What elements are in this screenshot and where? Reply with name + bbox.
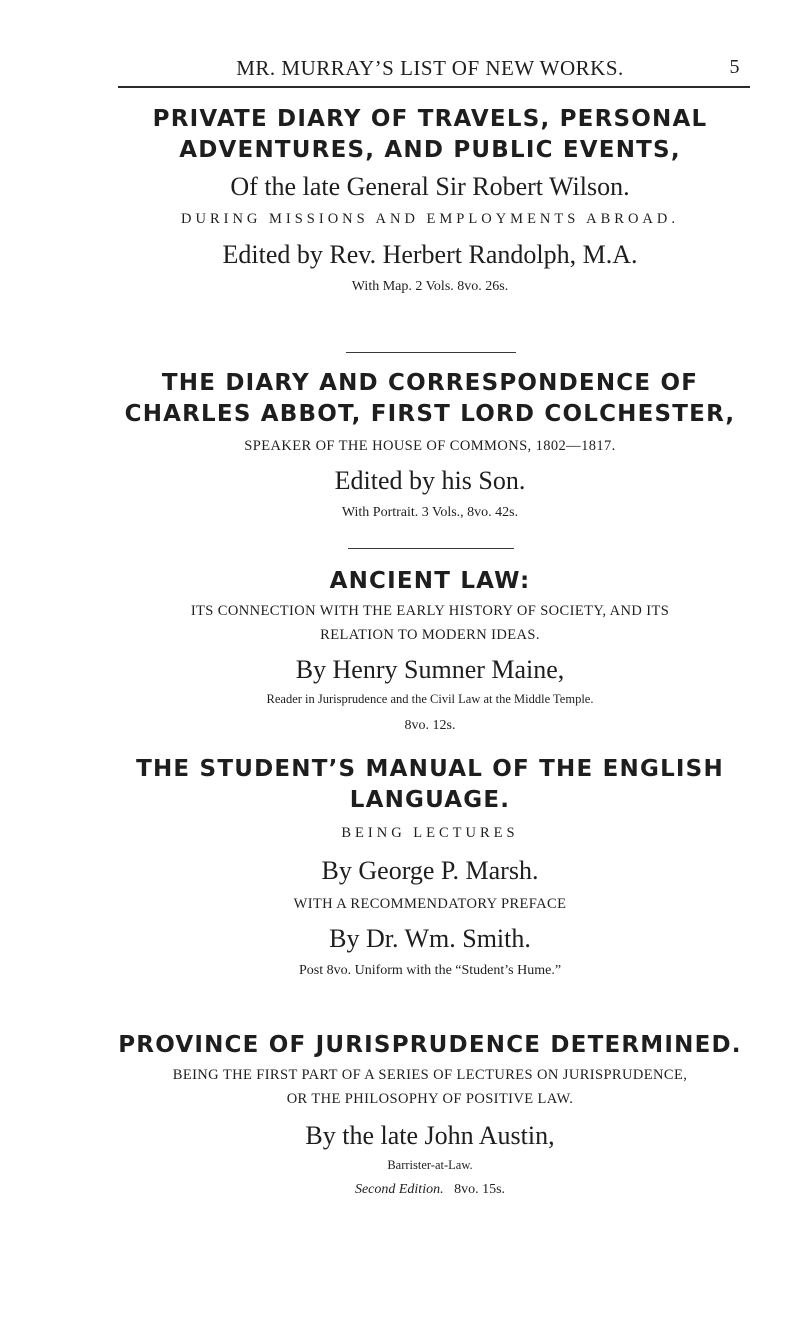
entry-students-manual (100, 754, 760, 982)
entry-title-line: THE STUDENT’S MANUAL OF THE ENGLISH (136, 756, 724, 782)
entry-title-line: LANGUAGE. (349, 787, 511, 813)
entry-details: With Portrait. 3 Vols., 8vo. 42s. (341, 505, 519, 520)
entry-title-line: ANCIENT LAW: (329, 568, 531, 594)
header-rule (118, 86, 750, 88)
entry-title-line: PRIVATE DIARY OF TRAVELS, PERSONAL (152, 106, 708, 132)
entry-edition-details (100, 1179, 760, 1201)
page-number: 5 (729, 56, 740, 78)
entry-title-line: CHARLES ABBOT, FIRST LORD COLCHESTER, (124, 401, 736, 427)
entry-author: By Henry Sumner Maine, (295, 655, 565, 684)
entry-details: 8vo. 15s. (454, 1182, 506, 1197)
entry-subtitle: BEING LECTURES (341, 825, 519, 841)
entry-subtitle: DURING MISSIONS AND EMPLOYMENTS ABROAD. (181, 211, 679, 227)
entry-author-description: Reader in Jurisprudence and the Civil Law at the Middle Temple. (266, 692, 594, 706)
entry-author: By George P. Marsh. (321, 856, 539, 885)
entry-subtitle-line: BEING THE FIRST PART OF A SERIES OF LECTURES ON JURISPRUDENCE, (172, 1067, 688, 1083)
entry-colchester-diary (100, 368, 760, 524)
entry-ancient-law (100, 566, 760, 737)
running-head (120, 56, 740, 81)
entry-title-line: ADVENTURES, AND PUBLIC EVENTS, (179, 137, 681, 163)
entry-details: With Map. 2 Vols. 8vo. 26s. (351, 279, 509, 294)
entry-title-line: THE DIARY AND CORRESPONDENCE OF (161, 370, 699, 396)
entry-subtitle-line: ITS CONNECTION WITH THE EARLY HISTORY OF SOCIETY, AND ITS (190, 603, 670, 619)
entry-preface-author: By Dr. Wm. Smith. (329, 924, 531, 953)
section-divider (348, 548, 514, 549)
entry-edition: Second Edition. (354, 1182, 444, 1197)
entry-author-description: Barrister-at-Law. (387, 1158, 473, 1172)
entry-wilson-diary (100, 104, 760, 298)
entry-subtitle: SPEAKER OF THE HOUSE OF COMMONS, 1802—1817. (244, 438, 616, 454)
running-head-title: MR. MURRAY’S LIST OF NEW WORKS. (236, 56, 624, 80)
entry-author: By the late John Austin, (305, 1121, 555, 1150)
entry-subtitle-line: RELATION TO MODERN IDEAS. (320, 627, 540, 643)
entry-preface: WITH A RECOMMENDATORY PREFACE (293, 896, 567, 912)
entry-details: Post 8vo. Uniform with the “Student’s Hume.” (298, 963, 562, 978)
entry-author: Of the late General Sir Robert Wilson. (230, 172, 630, 201)
entry-details: 8vo. 12s. (404, 718, 456, 733)
entry-title-line: PROVINCE OF JURISPRUDENCE DETERMINED. (118, 1032, 742, 1058)
entry-subtitle-line: OR THE PHILOSOPHY OF POSITIVE LAW. (286, 1091, 574, 1107)
section-divider (346, 352, 516, 353)
entry-editor: Edited by his Son. (334, 466, 526, 495)
entry-editor: Edited by Rev. Herbert Randolph, M.A. (222, 240, 638, 269)
entry-province-jurisprudence (100, 1030, 760, 1201)
